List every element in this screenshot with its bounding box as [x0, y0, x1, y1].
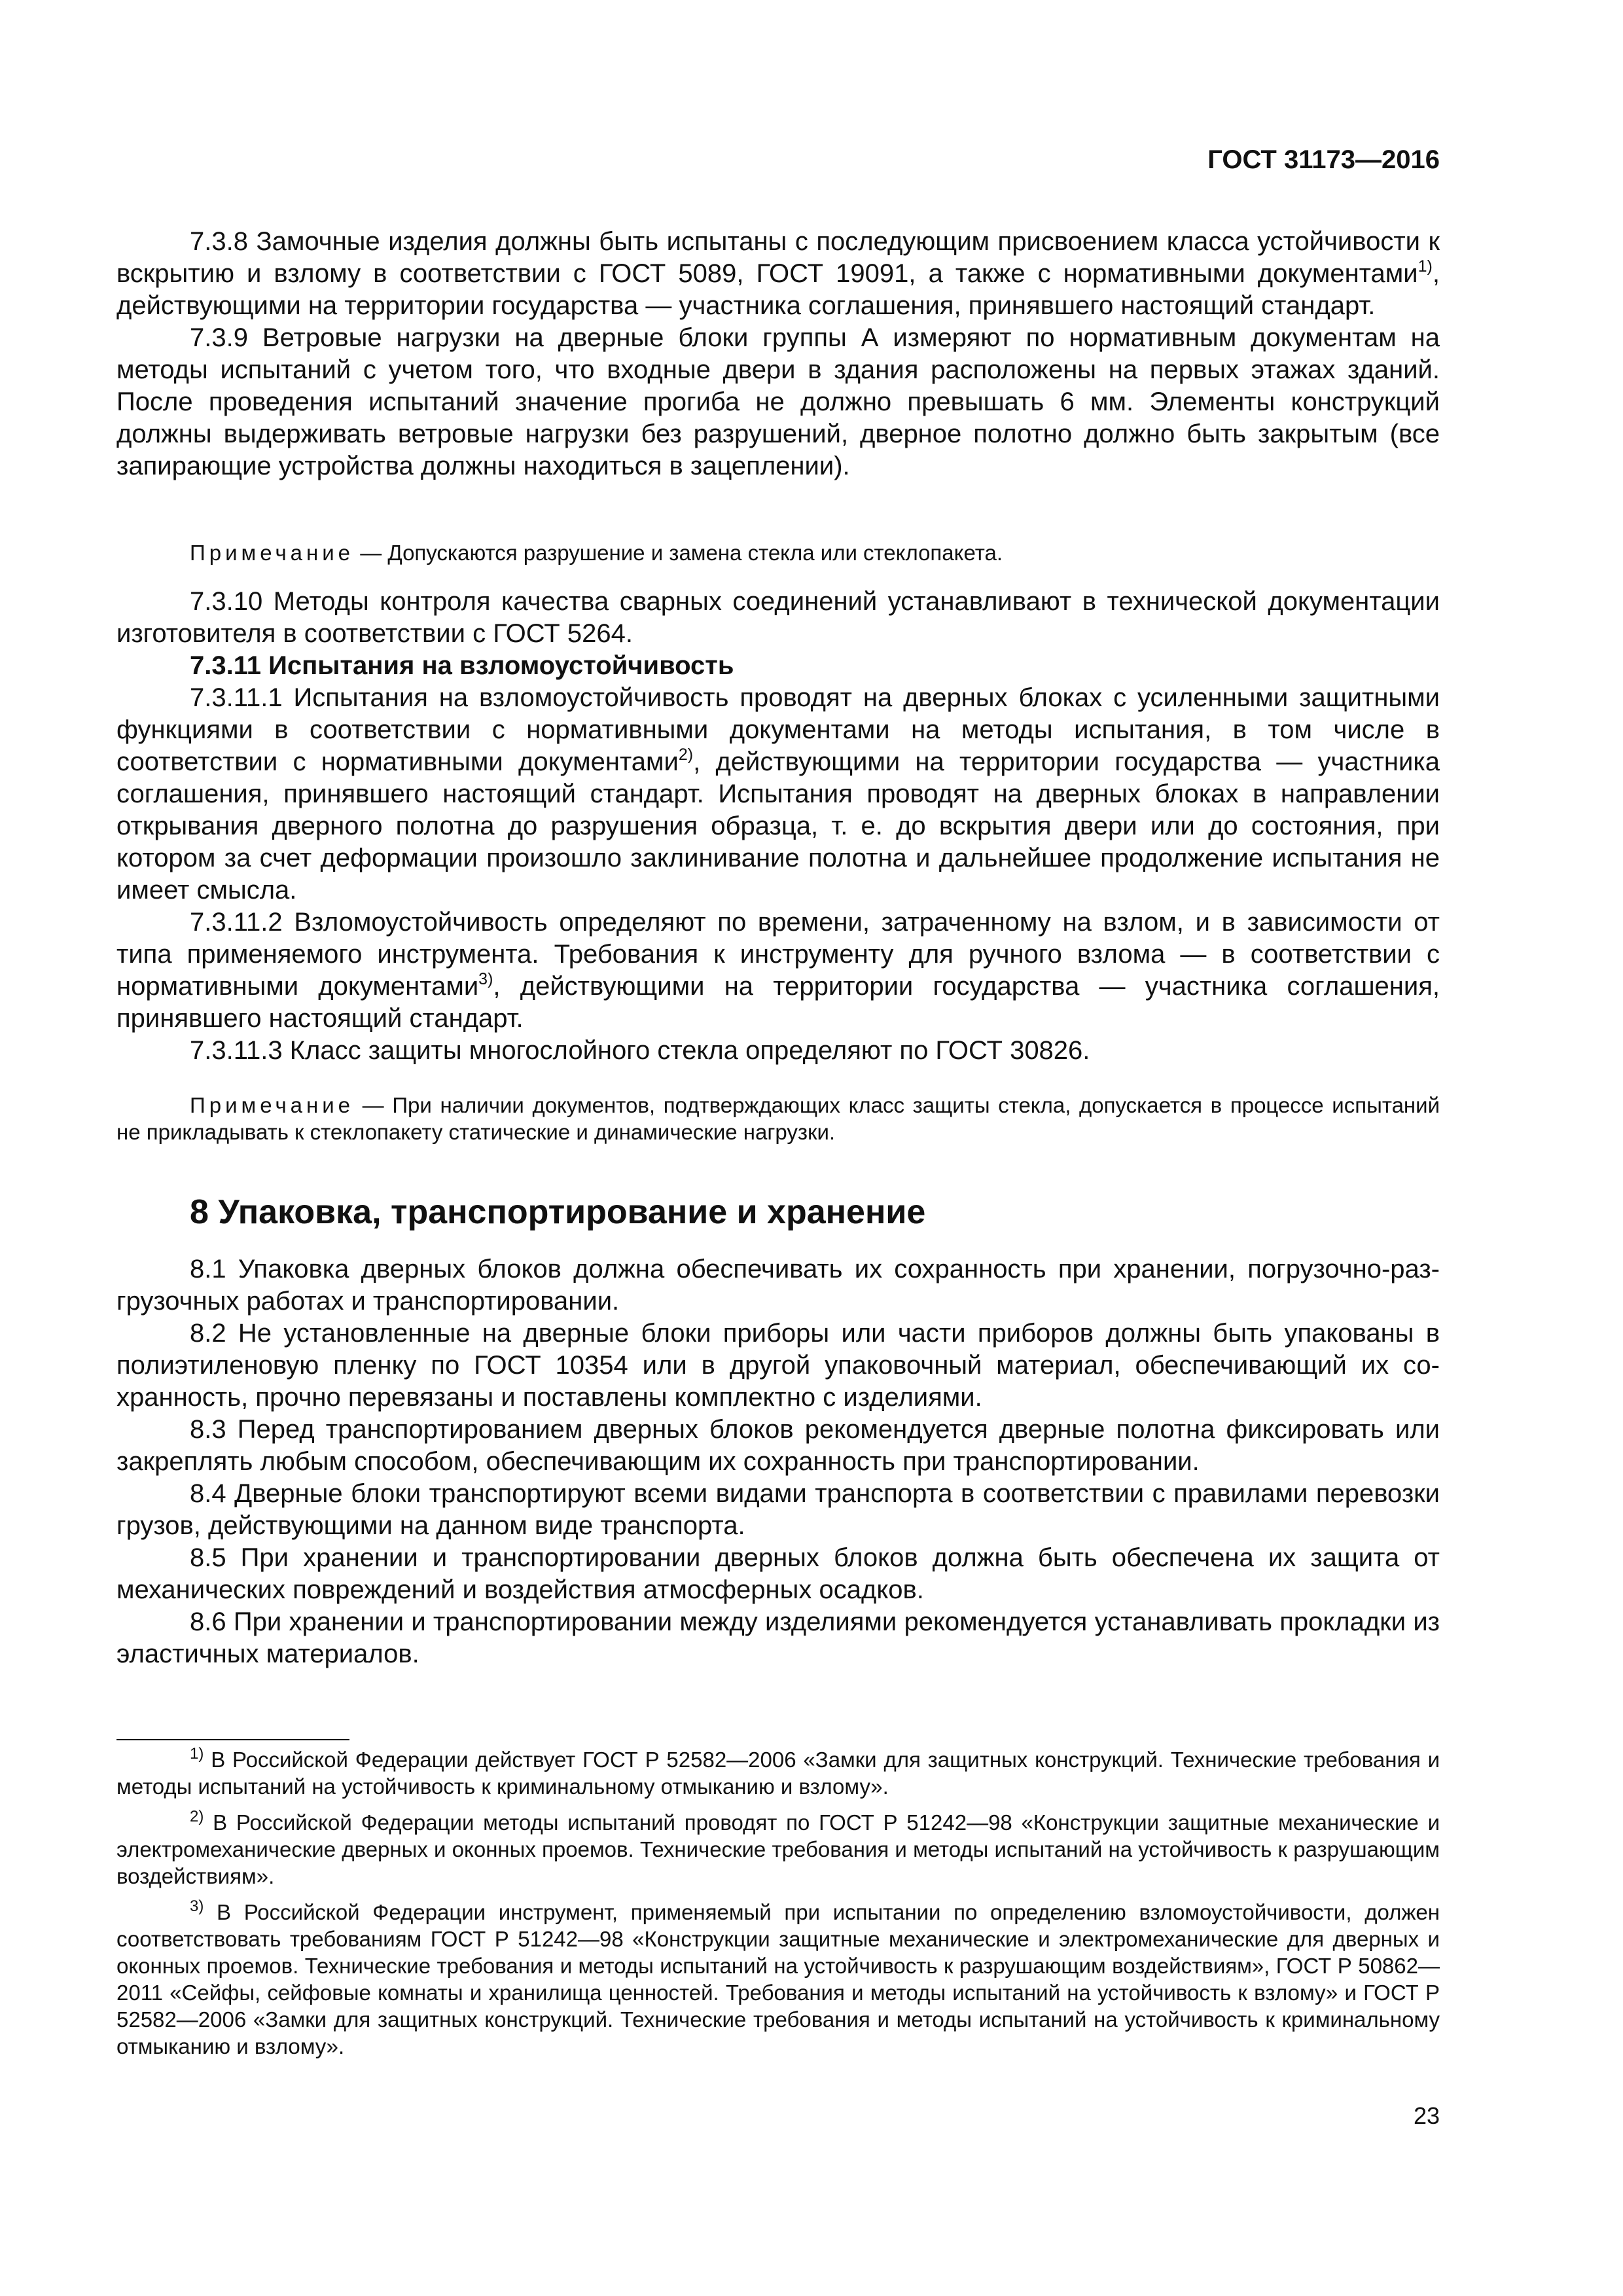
footnotes	[116, 1746, 1440, 2069]
paragraph-7-3-11-2: 7.3.11.2 Взломоустойчивость определяют по времени, затраченному на взлом, и в зависимости от типа применяемого инструмента. Требования к инструменту для ручного взлома — в соответствии с нормативными документами$^{3)}$, действующими на территории государства — участника соглашения, принявшего настоящий стандарт.	[116, 908, 1440, 1033]
paragraph-8-5: 8.5 При хранении и транспортировании дверных блоков должна быть обеспечена их защита от механических повреждений и воздействия атмосферных осадков.	[116, 1543, 1440, 1604]
note-label: Примечание	[190, 1093, 355, 1117]
note-block-2	[116, 1092, 1440, 1145]
section-7-3-10-block	[116, 586, 1440, 1067]
paragraph-8-2: 8.2 Не установленные на дверные блоки приборы или части приборов должны быть упакованы в полиэтиленовую пленку по ГОСТ 10354 или в другой упаковочный материал, обеспечивающий их сохранность, прочно перевязаны и поставлены комплектно с изделиями.	[116, 1319, 1440, 1412]
paragraph-7-3-10: 7.3.10 Методы контроля качества сварных соединений устанавливают в технической документации изготовителя в соответствии с ГОСТ 5264.	[116, 587, 1440, 648]
section-8-heading: 8 Упаковка, транспортирование и хранение	[190, 1193, 926, 1231]
paragraph-7-3-8: 7.3.8 Замочные изделия должны быть испытаны с последующим присвоением класса устойчивости к вскрытию и взлому в соответствии с ГОСТ 5089, ГОСТ 19091, а также с нормативными документами$^{1)}$, действующими на территории государства — участника соглашения, принявшего настоящий стандарт.	[116, 227, 1440, 320]
paragraph-8-1: 8.1 Упаковка дверных блоков должна обеспечивать их сохранность при хранении, погрузочно-разгрузочных работах и транспортировании.	[116, 1255, 1440, 1316]
paragraph-8-3: 8.3 Перед транспортированием дверных блоков рекомендуется дверные полотна фиксировать или закреплять любым способом, обеспечивающим их сохранность при транспортировании.	[116, 1415, 1440, 1476]
paragraph-8-4: 8.4 Дверные блоки транспортируют всеми видами транспорта в соответствии с правилами перевозки грузов, действующими на данном виде транспорта.	[116, 1479, 1440, 1540]
note-label: Примечание	[190, 541, 355, 565]
paragraph-7-3-9: 7.3.9 Ветровые нагрузки на дверные блоки группы А измеряют по нормативным документам на методы испытаний с учетом того, что входные двери в здания расположены на первых этажах зданий. После проведения испытаний значение прогиба не должно превышать 6 мм. Элементы конструкций должны выдерживать ветровые нагрузки без разрушений, дверное полотно должно быть закрытым (все запирающие устройства должны находиться в зацеплении).	[116, 323, 1440, 480]
paragraph-7-3-11-1: 7.3.11.1 Испытания на взломоустойчивость проводят на дверных блоках с усиленными защитными функциями в соответствии с нормативными документами на методы испытания, в том числе в соответствии с нормативными документами$^{2)}$, действующими на территории государства — участника соглашения, принявшего настоящий стандарт. Испытания проводят на дверных блоках в направлении открывания дверного полотна до разрушения образца, т. е. до вскрытия двери или до состояния, при котором за счет деформации произошло заклинивание полотна и дальнейшее продолжение испытания не имеет смысла.	[116, 683, 1440, 905]
footnote-ref-2[interactable]: 2)	[678, 745, 694, 764]
paragraph-7-3-11-3: 7.3.11.3 Класс защиты многослойного стекла определяют по ГОСТ 30826.	[190, 1036, 1090, 1065]
footnote-3: $^{3)}$ В Российской Федерации инструмент, применяемый при испытании по определению взломоустойчивости, должен соответствовать требованиям ГОСТ Р 51242—98 «Конструкции защитные механические и электромеханические для дверных и оконных проемов. Технические требования и методы испытаний на устойчивость к разрушающим воздействиям», ГОСТ Р 50862—2011 «Сейфы, сейфовые комнаты и хранилища ценностей. Требования и методы испытаний на устойчивость к взлому» и ГОСТ Р 52582—2006 «Замки для защитных конструкций. Технические требования и методы испытаний на устойчивость к криминальному отмыканию и взлому».	[116, 1897, 1440, 2058]
footnote-2: $^{2)}$ В Российской Федерации методы испытаний проводят по ГОСТ Р 51242—98 «Конструкции защитные механические и электромеханические дверных и оконных проемов. Технические требования и методы испытаний на устойчивость к разрушающим воздействиям».	[116, 1808, 1440, 1888]
page-number: 23	[1413, 2102, 1440, 2129]
note-1: Примечание — Допускаются разрушение и замена стекла или стеклопакета.	[190, 541, 1003, 565]
note-block-1	[116, 539, 1440, 566]
subheading-7-3-11: 7.3.11 Испытания на взломоустойчивость	[190, 651, 734, 680]
paragraph-8-6: 8.6 При хранении и транспортировании между изделиями рекомендуется устанавливать прокладки из эластичных материалов.	[116, 1607, 1440, 1668]
footnote-ref-3[interactable]: 3)	[478, 970, 493, 988]
footnote-1: $^{1)}$ В Российской Федерации действует ГОСТ Р 52582—2006 «Замки для защитных конструкций. Технические требования и методы испытаний на устойчивость к криминальному отмыканию и взлому».	[116, 1745, 1440, 1799]
section-8-block	[116, 1253, 1440, 1670]
document-header-id: ГОСТ 31173—2016	[1207, 145, 1440, 174]
note-2: Примечание — При наличии документов, подтверждающих класс защиты стекла, допускается в процессе испытаний не прикладывать к стеклопакету статические и динамические нагрузки.	[116, 1093, 1440, 1144]
section-7-3-block	[116, 226, 1440, 482]
footnote-ref-1[interactable]: 1)	[1418, 257, 1433, 276]
footnote-separator	[116, 1739, 349, 1740]
